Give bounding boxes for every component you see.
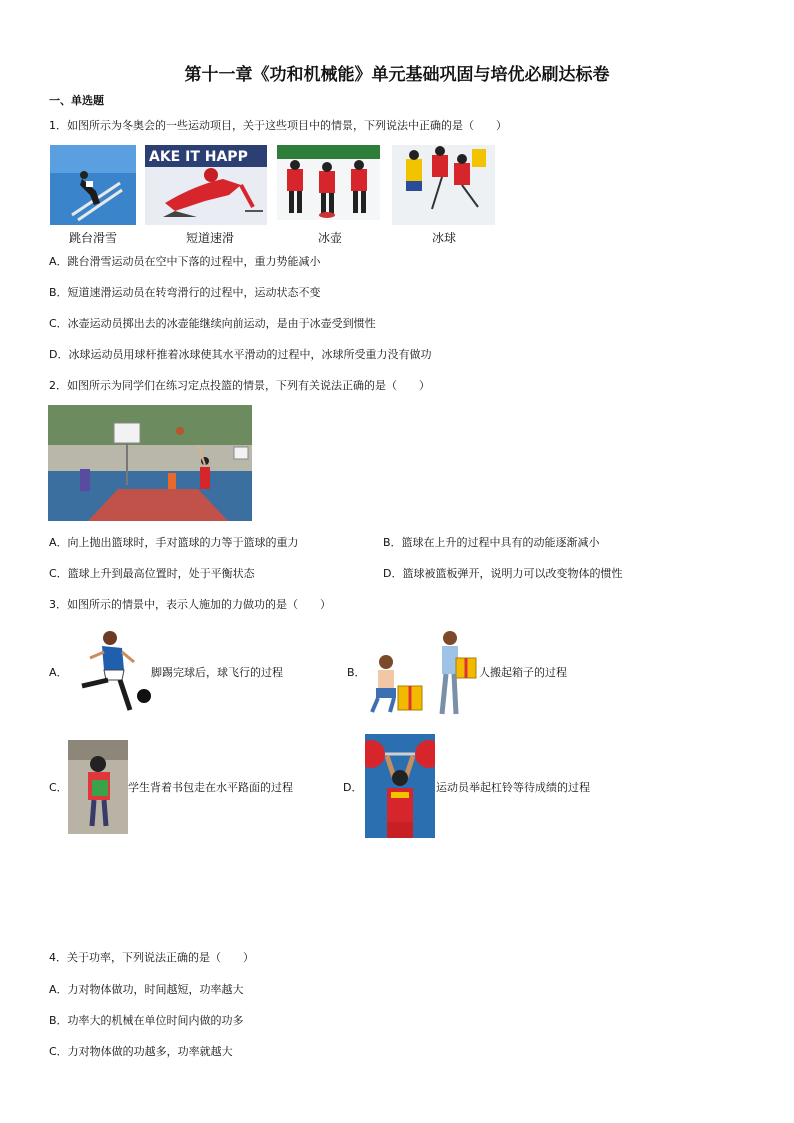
q1-option-b: B．短道速滑运动员在转弯滑行的过程中，运动状态不变 — [49, 286, 321, 299]
q4-option-b: B．功率大的机械在单位时间内做的功多 — [49, 1014, 244, 1027]
q3-option-b-letter: B． — [347, 666, 366, 679]
ice-hockey-image — [392, 145, 495, 225]
lifting-box-image — [368, 630, 480, 716]
q4-option-c: C．力对物体做的功越多，功率就越大 — [49, 1045, 233, 1058]
q4-stem: 4．关于功率，下列说法正确的是（ ） — [49, 951, 254, 964]
q4-option-a: A．力对物体做功，时间越短，功率越大 — [49, 983, 244, 996]
q3-option-c-text: 学生背着书包走在水平路面的过程 — [128, 781, 293, 794]
caption-short-track: 短道速滑 — [185, 231, 234, 245]
q3-option-a-letter: A． — [49, 666, 68, 679]
page-title: 第十一章《功和机械能》单元基础巩固与培优必刷达标卷 — [184, 65, 610, 85]
section-heading: 一、单选题 — [49, 94, 104, 107]
curling-image — [277, 145, 380, 220]
weightlifting-image — [365, 734, 435, 838]
q3-option-d-text: 运动员举起杠铃等待成绩的过程 — [436, 781, 590, 794]
q3-option-a-text: 脚踢完球后，球飞行的过程 — [151, 666, 283, 679]
ski-jump-image — [50, 145, 136, 225]
q1-option-c: C．冰壶运动员掷出去的冰壶能继续向前运动，是由于冰壶受到惯性 — [49, 317, 376, 330]
soccer-kick-image — [68, 628, 152, 718]
q3-option-d-letter: D． — [343, 781, 363, 794]
q1-option-d: D．冰球运动员用球杆推着冰球使其水平滑动的过程中，冰球所受重力没有做功 — [49, 348, 432, 361]
q3-option-b-text: 人搬起箱子的过程 — [479, 666, 567, 679]
q2-option-a: A．向上抛出篮球时，手对篮球的力等于篮球的重力 — [49, 536, 299, 549]
q2-stem: 2．如图所示为同学们在练习定点投篮的情景，下列有关说法正确的是（ ） — [49, 379, 430, 392]
student-backpack-image — [68, 740, 128, 834]
caption-ski-jump: 跳台滑雪 — [68, 231, 117, 245]
q2-option-d: D．篮球被篮板弹开，说明力可以改变物体的惯性 — [383, 567, 623, 580]
q1-option-a: A．跳台滑雪运动员在空中下落的过程中，重力势能减小 — [49, 255, 321, 268]
short-track-image — [145, 145, 267, 225]
q1-stem: 1．如图所示为冬奥会的一些运动项目，关于这些项目中的情景，下列说法中正确的是（ ） — [49, 119, 507, 132]
caption-ice-hockey: 冰球 — [431, 231, 456, 245]
q3-option-c-letter: C． — [49, 781, 68, 794]
q2-option-c: C．篮球上升到最高位置时，处于平衡状态 — [49, 567, 255, 580]
q3-stem: 3．如图所示的情景中，表示人施加的力做功的是（ ） — [49, 598, 331, 611]
banner-text: AKE IT HAPP — [149, 149, 248, 165]
q2-option-b: B．篮球在上升的过程中具有的动能逐渐减小 — [383, 536, 600, 549]
basketball-court-image — [48, 405, 252, 521]
caption-curling: 冰壶 — [317, 231, 342, 245]
